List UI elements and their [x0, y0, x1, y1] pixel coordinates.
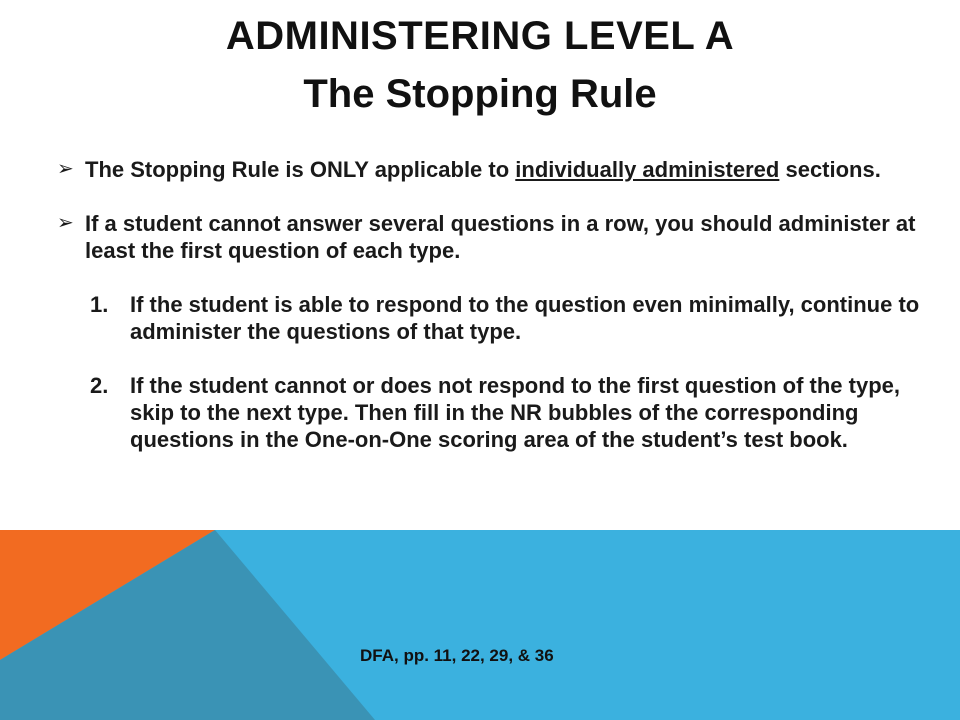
bullet-item	[55, 210, 935, 264]
arrow-bullet-icon: ➢	[57, 212, 74, 234]
arrow-bullet-icon: ➢	[57, 158, 74, 180]
item-number: 1.	[90, 292, 109, 317]
slide-title: ADMINISTERING LEVEL A	[225, 14, 735, 58]
item-number: 2.	[90, 373, 109, 398]
numbered-item	[55, 291, 935, 345]
footer-reference: DFA, pp. 11, 22, 29, & 36	[360, 646, 554, 665]
slide-content	[55, 156, 935, 480]
numbered-text: If the student is able to respond to the question even minimally, continue to administer the questions of that type.	[130, 292, 920, 344]
bullet-text-end: sections.	[779, 157, 881, 182]
numbered-item	[55, 372, 935, 453]
bullet-text: If a student cannot answer several questions in a row, you should administer at least the first question of each type.	[85, 211, 916, 263]
slide-subtitle: The Stopping Rule	[303, 72, 657, 116]
decorative-background-shapes	[0, 530, 960, 720]
bullet-underlined-text: individually administered	[515, 157, 780, 182]
bullet-item	[55, 156, 935, 183]
bullet-text: The Stopping Rule is ONLY applicable to	[85, 157, 516, 182]
numbered-text: If the student cannot or does not respond to the first question of the type, skip to the next type. Then fill in the NR bubbles of the corresponding questions in the One-on-One scoring area of the student’s test book.	[130, 373, 900, 452]
